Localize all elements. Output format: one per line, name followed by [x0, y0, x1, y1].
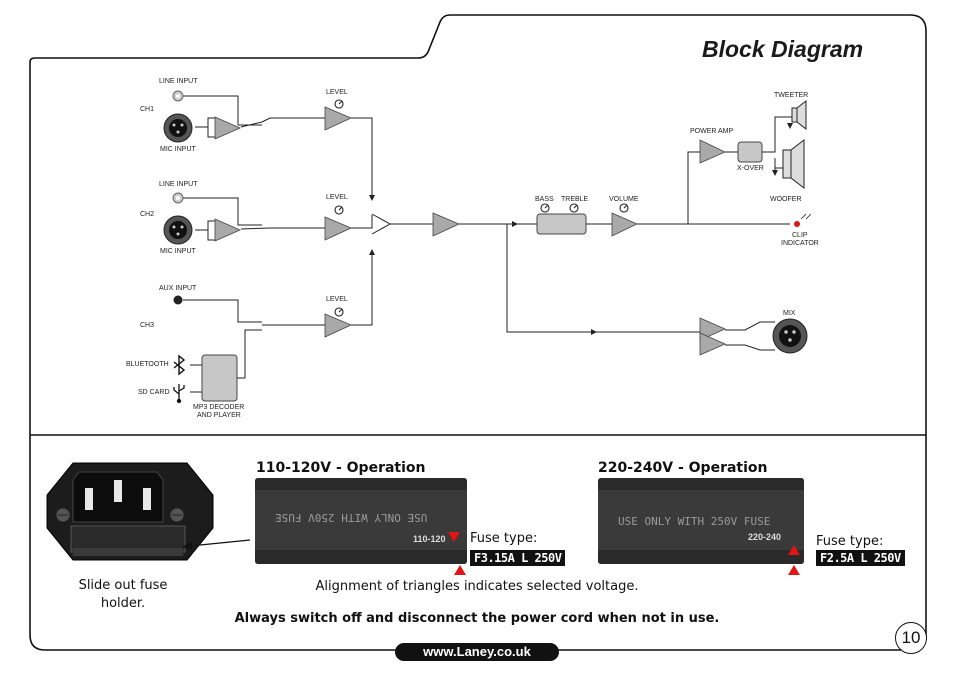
page-number: 10 — [895, 622, 927, 654]
fuse-type-label-220: Fuse type: — [816, 534, 884, 549]
ch1-label: CH1 — [140, 106, 155, 113]
mix-label: MIX — [783, 310, 796, 317]
level-label-ch3: LEVEL — [326, 296, 348, 303]
op-220-heading: 220-240V - Operation — [598, 460, 768, 476]
red-triangle-110-top — [448, 532, 460, 542]
preamp-ch1 — [215, 117, 240, 139]
fuse-holder-110 — [255, 478, 467, 564]
volume-label: VOLUME — [609, 196, 639, 203]
fuse-110-value: 110-120 — [413, 534, 446, 544]
sd-card-label: SD CARD — [138, 389, 170, 396]
ch3-label: CH3 — [140, 322, 155, 329]
iec-power-socket — [45, 460, 245, 575]
power-amp — [700, 140, 725, 163]
line-input-label-ch2: LINE INPUT — [159, 181, 198, 188]
red-triangle-220-bottom — [788, 565, 800, 575]
level-knob-ch1-icon — [335, 100, 343, 108]
fuse-220-value: 220-240 — [748, 532, 782, 542]
x-over-block — [738, 142, 762, 162]
level-amp-ch1 — [325, 107, 351, 130]
mix-amp — [433, 213, 459, 236]
volume-amp — [612, 213, 637, 236]
treble-knob-icon — [570, 204, 578, 212]
level-amp-ch3 — [325, 314, 351, 337]
mic-input-label-ch1: MIC INPUT — [160, 146, 196, 153]
clip-label-2: INDICATOR — [781, 240, 819, 247]
volume-knob-icon — [620, 204, 628, 212]
fuse-holder-220-text: USE ONLY WITH 250V FUSE — [618, 515, 771, 528]
eq-block — [537, 214, 586, 234]
alignment-note: Alignment of triangles indicates selected voltage. — [315, 579, 639, 594]
woofer-label: WOOFER — [770, 196, 802, 203]
line-input-jack-ch2 — [173, 193, 183, 203]
level-label-ch1: LEVEL — [326, 89, 348, 96]
mp3-decoder-label-2: AND PLAYER — [197, 412, 241, 419]
tweeter-icon — [792, 101, 806, 129]
red-triangle-110-bottom — [454, 565, 466, 575]
fuse-rating-220: F2.5A L 250V — [816, 550, 905, 566]
bluetooth-icon — [174, 356, 184, 374]
x-over-label: X-OVER — [737, 165, 764, 172]
aux-input-label: AUX INPUT — [159, 285, 197, 292]
fuse-holder-110-text: USE ONLY WITH 250V FUSE — [275, 511, 428, 524]
mp3-decoder-block — [202, 355, 237, 401]
level-label-ch2: LEVEL — [326, 194, 348, 201]
level-knob-ch2-icon — [335, 206, 343, 214]
fuse-rating-110: F3.15A L 250V — [470, 550, 565, 566]
mp3-decoder-label-1: MP3 DECODER — [193, 404, 245, 411]
mic-input-xlr-ch1 — [164, 114, 192, 142]
mix-out-amp-2 — [700, 333, 725, 355]
website-link[interactable]: www.Laney.co.uk — [395, 643, 559, 661]
red-triangle-220-top — [788, 545, 800, 555]
fuse-type-label-110: Fuse type: — [470, 531, 538, 546]
fuse-holder-arrow — [180, 532, 252, 552]
clip-label-1: CLIP — [792, 232, 808, 239]
ch2-label: CH2 — [140, 211, 155, 218]
slide-out-caption-1: Slide out fuse — [78, 578, 168, 593]
aux-input-jack — [174, 296, 183, 305]
bass-label: BASS — [535, 196, 554, 203]
page-title: Block Diagram — [702, 36, 864, 62]
usb-icon — [174, 384, 184, 403]
tweeter-label: TWEETER — [774, 92, 809, 99]
clip-led-icon — [794, 214, 811, 227]
level-amp-ch2 — [325, 217, 351, 240]
fuse-holder-220 — [598, 478, 804, 564]
line-input-jack-ch1 — [173, 91, 183, 101]
mic-input-xlr-ch2 — [164, 216, 192, 244]
treble-label: TREBLE — [561, 196, 589, 203]
level-knob-ch3-icon — [335, 308, 343, 316]
woofer-icon — [783, 140, 804, 188]
mix-output-xlr — [773, 319, 807, 353]
op-110-heading: 110-120V - Operation — [256, 460, 426, 476]
bluetooth-label: BLUETOOTH — [126, 361, 169, 368]
slide-out-caption-2: holder. — [100, 596, 146, 611]
safety-warning: Always switch off and disconnect the power cord when not in use. — [234, 611, 720, 626]
preamp-ch2 — [215, 219, 240, 241]
bass-knob-icon — [541, 204, 549, 212]
mic-input-label-ch2: MIC INPUT — [160, 248, 196, 255]
power-amp-label: POWER AMP — [690, 128, 734, 135]
line-input-label-ch1: LINE INPUT — [159, 78, 198, 85]
